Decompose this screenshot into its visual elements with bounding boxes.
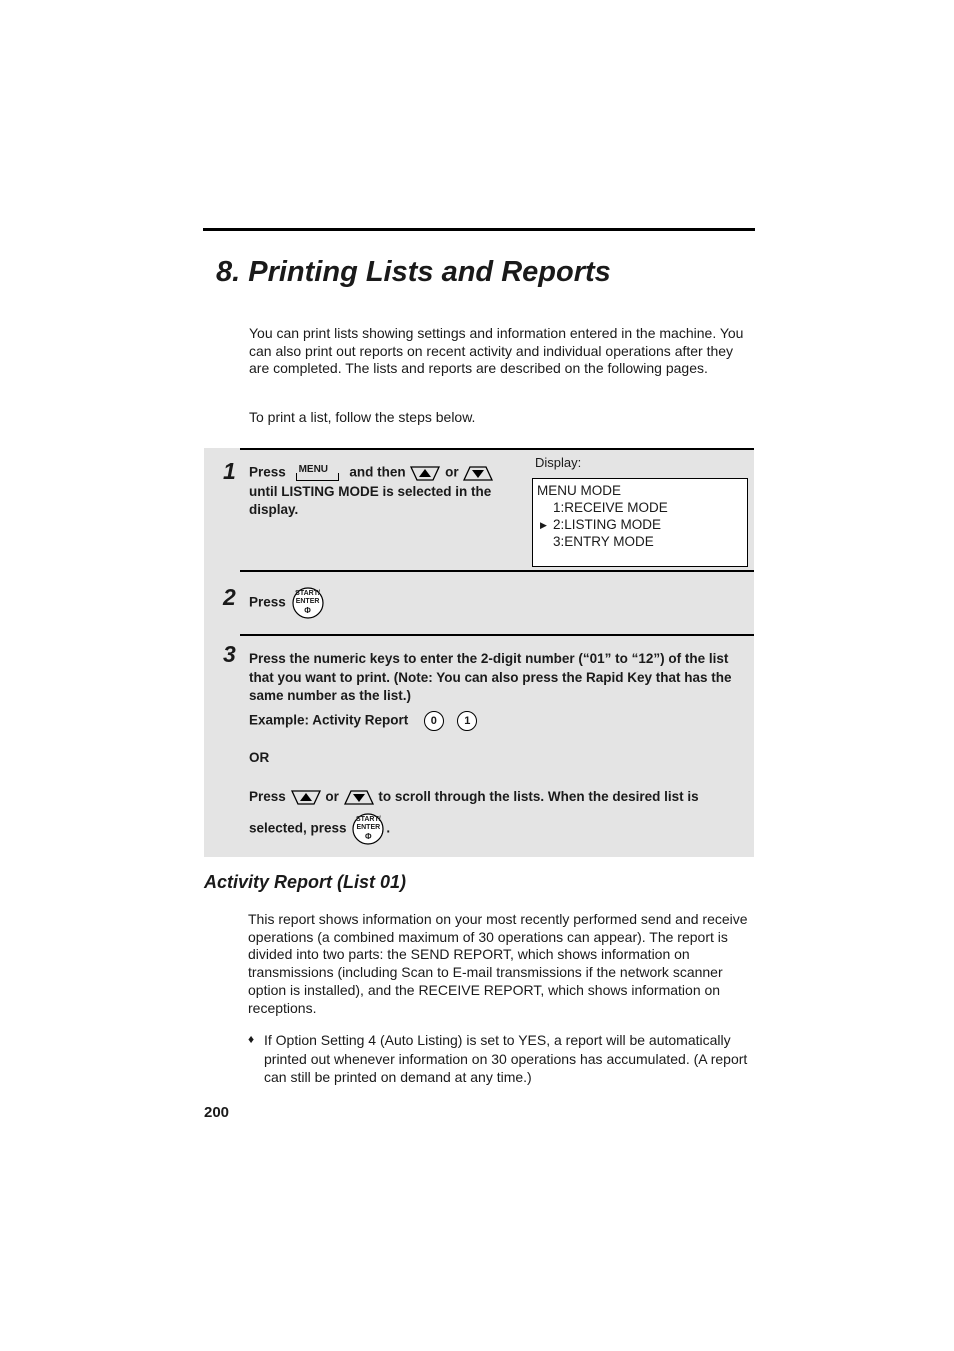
step3-scroll-text: to scroll through the lists. When the desired list is <box>378 789 699 804</box>
menu-key-label: MENU <box>298 464 329 475</box>
step3-example <box>249 711 477 731</box>
example-label: Example: Activity Report <box>249 712 409 728</box>
start-key-line1: START/ <box>355 816 381 823</box>
step3-selected-press: selected, press <box>249 820 347 836</box>
display-label: Display: <box>535 455 582 470</box>
step3-press: Press <box>249 789 286 804</box>
step3-or-inline: or <box>325 789 339 804</box>
section-body: This report shows information on your most recently performed send and receive operations (a combined maximum of 30 operations can appear). The report is divided into two parts: the SEND REPORT, which shows information on transmissions (including Scan to E-mail transmissions if the network scanner option is installed), and the RECEIVE REPORT, which shows information on receptions. <box>248 911 748 1016</box>
step3-or: OR <box>249 750 270 765</box>
step1-number: 1 <box>223 458 236 484</box>
display-line-1: MENU MODE <box>537 483 621 498</box>
step3-number: 3 <box>223 641 236 667</box>
step3-selected-line <box>249 813 390 845</box>
step2-text <box>249 587 326 619</box>
step1-rule <box>240 448 754 450</box>
start-key-line2: ENTER <box>356 824 381 831</box>
step3-scroll-line <box>249 788 699 806</box>
diamond-bullet-icon: ♦ <box>248 1032 255 1046</box>
page-title: 8. Printing Lists and Reports <box>216 256 611 288</box>
step2-rule <box>240 570 754 572</box>
step1-press: Press <box>249 464 286 480</box>
display-line-2: 1:RECEIVE MODE <box>553 500 668 515</box>
start-enter-key-icon <box>350 813 386 845</box>
page-number: 200 <box>204 1104 230 1121</box>
display-line-3: 2:LISTING MODE <box>553 517 662 532</box>
lcd-display <box>532 478 748 567</box>
step1-or: or <box>445 464 459 480</box>
step3-period: . <box>386 820 391 836</box>
bullet-item <box>248 1031 748 1087</box>
step1-rest: until LISTING MODE is selected in the display. <box>249 484 492 517</box>
menu-key <box>296 463 340 483</box>
menu-key-outline <box>296 473 339 481</box>
intro-instruction: To print a list, follow the steps below. <box>249 409 476 425</box>
start-key-line2: ENTER <box>295 598 320 605</box>
numeric-key-1-icon: 1 <box>457 711 477 731</box>
down-arrow-key-icon <box>343 788 375 806</box>
section-heading: Activity Report (List 01) <box>204 872 407 892</box>
step3-rule <box>240 634 754 636</box>
step1-and-then: and then <box>349 464 406 480</box>
display-line-4: 3:ENTRY MODE <box>553 534 654 549</box>
start-key-symbol: Φ <box>304 606 311 615</box>
step1-text <box>249 463 519 518</box>
step3-text: Press the numeric keys to enter the 2-digit number (“01” to “12”) of the list that you want to print. (Note: You can also press the Rapid Key that has the same number as the list.) <box>249 651 732 703</box>
step2-press: Press <box>249 594 286 610</box>
top-rule <box>203 228 755 231</box>
start-key-line1: START/ <box>295 590 320 597</box>
intro-paragraph: You can print lists showing settings and information entered in the machine. You can also print out reports on recent activity and individual operations after they are completed. The lists and reports are described on the following pages. <box>249 325 744 377</box>
start-enter-key-icon <box>290 587 326 619</box>
up-arrow-key-icon <box>290 788 322 806</box>
display-cursor-icon: ▶ <box>540 520 547 530</box>
down-arrow-key-icon <box>462 464 494 482</box>
up-arrow-key-icon <box>409 464 441 482</box>
bullet-text: If Option Setting 4 (Auto Listing) is set to YES, a report will be automatically printed out whenever information on 30 operations has accumulated. (A report can still be printed on demand at any time.) <box>264 1032 748 1085</box>
start-key-symbol: Φ <box>365 832 372 841</box>
step2-number: 2 <box>223 584 236 610</box>
numeric-key-0-icon: 0 <box>424 711 444 731</box>
